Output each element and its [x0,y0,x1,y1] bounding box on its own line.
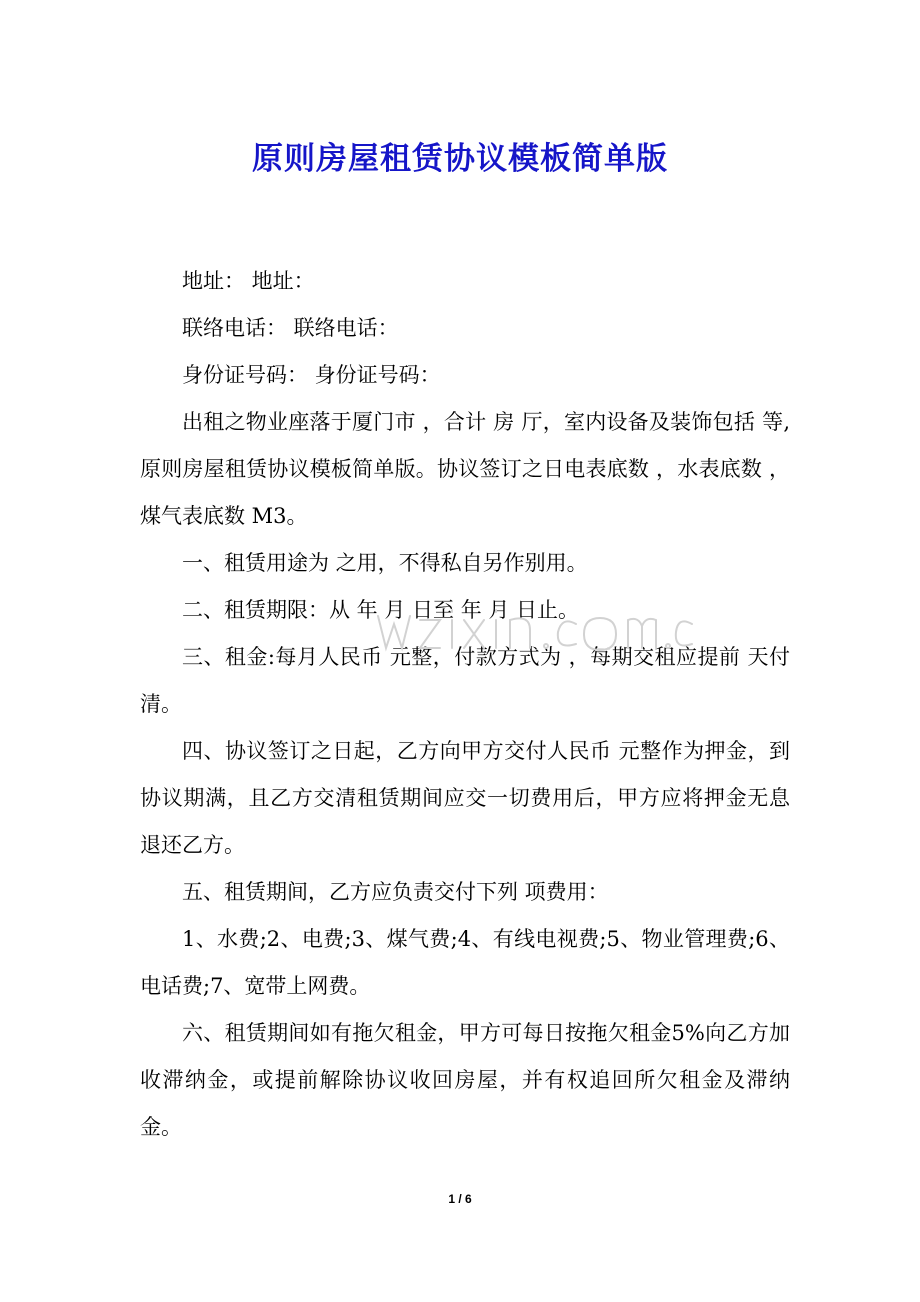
paragraph-address: 地址： 地址： [182,269,315,293]
paragraph-clause-3-rent: 三、租金:每月人民币 元整，付款方式为 ，每期交租应提前 天付清。 [140,645,790,716]
paragraph-phone: 联络电话： 联络电话： [182,316,399,340]
paragraph-clause-1-usage: 一、租赁用途为 之用，不得私自另作别用。 [182,551,588,575]
paragraph-clause-4-deposit: 四、协议签订之日起，乙方向甲方交付人民币 元整作为押金，到协议期满，且乙方交清租赁期间应交一切费用后，甲方应将押金无息退还乙方。 [140,739,790,857]
document-title: 原则房屋租赁协议模板简单版 [252,140,668,177]
document-body [140,258,790,1151]
paragraph-fee-list: 1、水费;2、电费;3、煤气费;4、有线电视费;5、物业管理费;6、电话费;7、宽带上网费。 [140,927,790,998]
paragraph-clause-5-fees: 五、租赁期间，乙方应负责交付下列 项费用： [182,880,609,904]
paragraph-id-number: 身份证号码： 身份证号码： [182,363,441,387]
paragraph-clause-2-term: 二、租赁期限：从 年 月 日至 年 月 日止。 [182,598,580,622]
page-indicator: 1 / 6 [448,1192,472,1206]
paragraph-property: 出租之物业座落于厦门市 ，合计 房 厅，室内设备及装饰包括 等,原则房屋租赁协议模板简单版。协议签订之日电表底数 ，水表底数 ，煤气表底数 M3。 [140,410,790,528]
paragraph-clause-6-late-payment: 六、租赁期间如有拖欠租金，甲方可每日按拖欠租金5%向乙方加收滞纳金，或提前解除协议收回房屋，并有权追回所欠租金及滞纳金。 [140,1021,790,1139]
